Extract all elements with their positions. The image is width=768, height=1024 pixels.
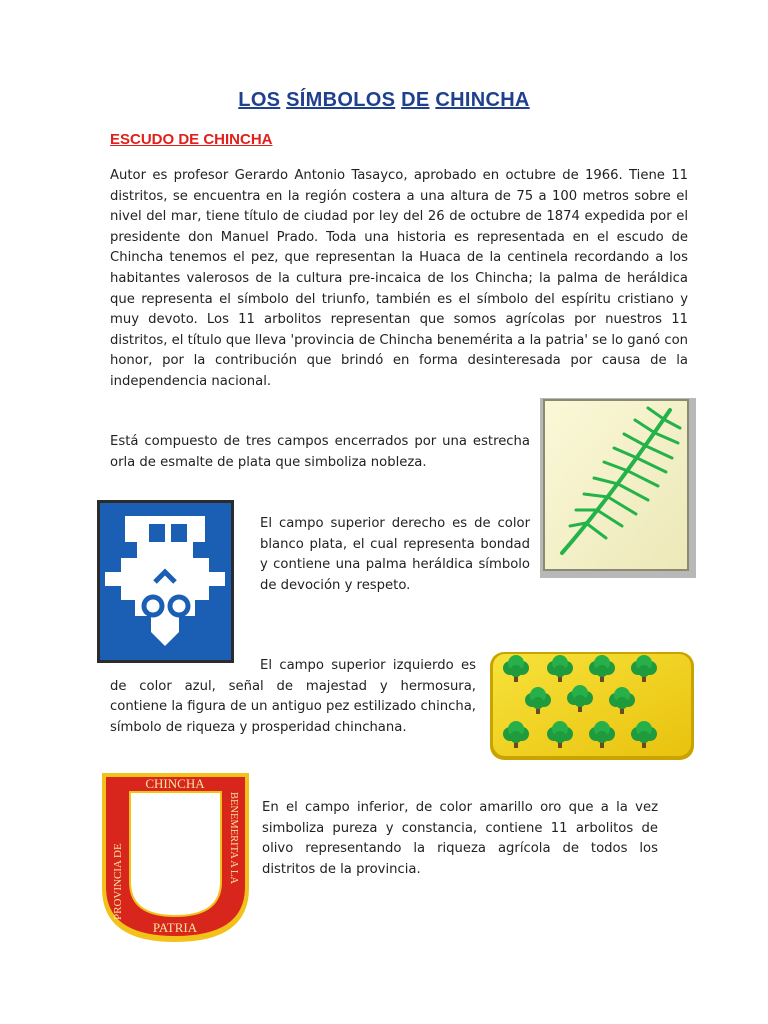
- orla-top-text: CHINCHA: [145, 776, 205, 791]
- upper-right-field-paragraph: El campo superior derecho es de color blanco plata, el cual representa bondad y contiene una palma heráldica símbolo de devoción y respeto.: [260, 516, 530, 593]
- section-heading: ESCUDO DE CHINCHA: [110, 131, 273, 148]
- palm-icon: [540, 398, 696, 578]
- title-word-de: DE: [401, 89, 430, 111]
- orla-left-text: PROVINCIA DE: [112, 843, 124, 920]
- title-word-chincha: CHINCHA: [435, 89, 530, 111]
- title-word-simbolos: SÍMBOLOS: [286, 89, 396, 111]
- orla-border-image: [99, 770, 252, 946]
- olive-trees-field-image: [488, 650, 696, 762]
- page-title: [0, 89, 768, 112]
- orla-right-text: BENEMERITA A LA: [228, 792, 239, 884]
- upper-left-field-paragraph: El campo superior izquierdo es de color azul, señal de majestad y hermosura, contiene la figura de un antiguo pez estilizado chincha, símbolo de riqueza y prosperidad chinchana.: [110, 658, 476, 735]
- title-word-los: LOS: [238, 89, 281, 111]
- orla-bottom-text: PATRIA: [152, 920, 198, 935]
- olive-trees-icon: [488, 650, 696, 762]
- lower-field-paragraph: En el campo inferior, de color amarillo oro que a la vez simboliza pureza y constancia, contiene 11 arbolitos de olivo representando la riqueza agrícola de todos los distritos de la provincia.: [262, 800, 658, 877]
- composition-paragraph: Está compuesto de tres campos encerrados por una estrecha orla de esmalte de plata que simboliza nobleza.: [110, 434, 530, 470]
- stylized-fish-icon: [97, 500, 234, 663]
- intro-paragraph: Autor es profesor Gerardo Antonio Tasayco, aprobado en octubre de 1966. Tiene 11 distritos, se encuentra en la región costera a una altura de 75 a 100 metros sobre el nivel del mar, tiene título de ciudad por ley del 26 de octubre de 1874 expedida por el presidente don Manuel Prado. Toda una historia es representada en el escudo de Chincha tenemos el pez, que representan la Huaca de la centinela recordando a los habitantes valerosos de la cultura pre-incaica de los Chincha; la palma de heráldica que representa el símbolo del triunfo, también es el símbolo del espíritu cristiano y muy devoto. Los 11 arbolitos representan que somos agrícolas por nuestros 11 distritos, el título que lleva 'provincia de Chincha benemérita a la patria' se lo ganó con honor, por la contribución que brindó en forma desinteresada por causa de la independencia nacional.: [110, 168, 688, 389]
- fish-field-image: [97, 500, 234, 663]
- palm-field-image: [540, 398, 696, 578]
- shield-border-icon: [99, 770, 252, 946]
